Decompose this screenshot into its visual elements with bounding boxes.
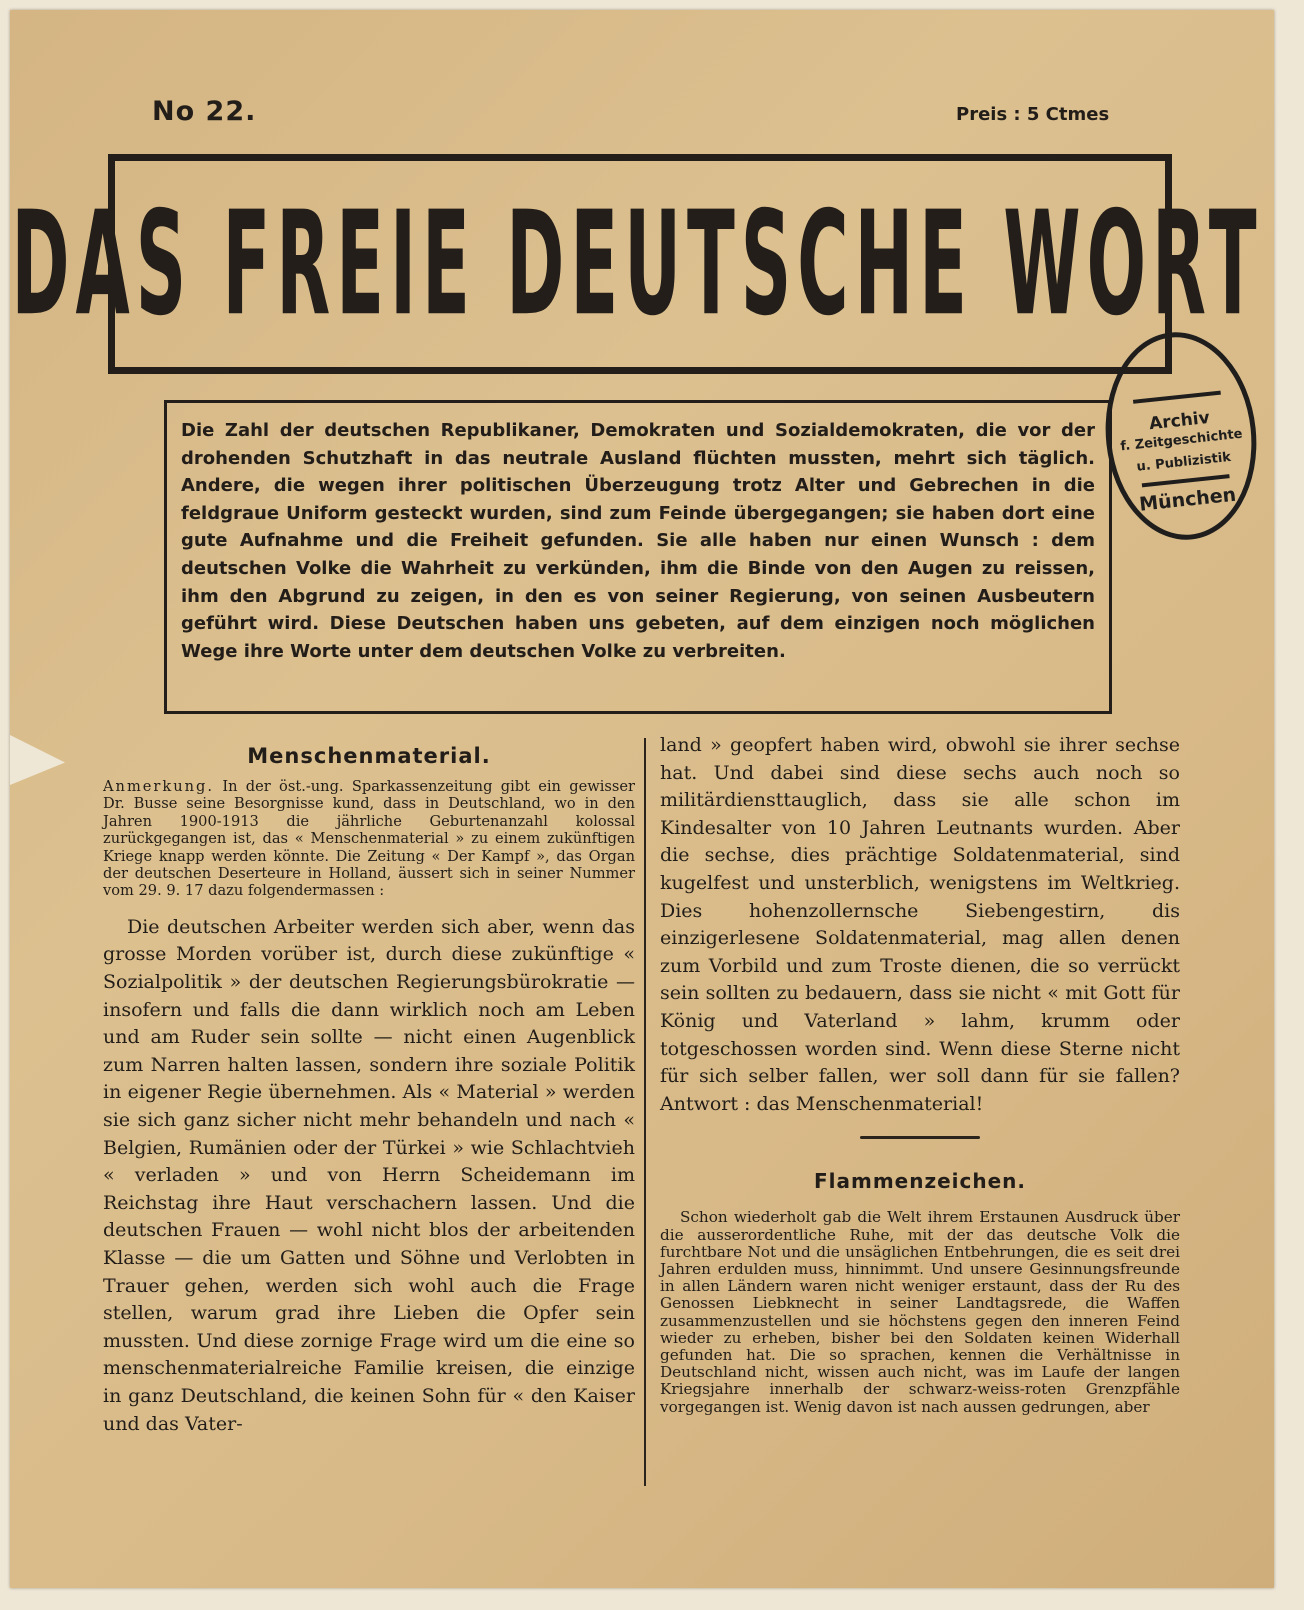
article-body-right: land » geopfert haben wird, obwohl sie ihrer sechse hat. Und dabei sind diese sechs auch noch so militärdiensttauglich, dass sie alle schon im Kindesalter von 10 Jahren Leutnants wurden. Aber die sechse, dies prächtige Soldatenmaterial, sind kugelfest und unsterblich, wenigstens im Weltkrieg. Dies hohenzollernsche Siebengestirn, dis einzigerlesene Soldatenmaterial, mag allen denen zum Vorbild und zum Troste dienen, die so verrückt sein sollten zu bedauern, dass sie nicht « mit Gott für König und Vaterland » lahm, krumm oder totgeschossen worden sind. Wenn diese Sterne nicht für sich selber fallen, wer soll dann für sie fallen? Antwort : das Menschenmaterial! [660, 734, 1180, 1115]
note-text: In der öst.-ung. Sparkassenzeitung gibt ein gewisser Dr. Busse seine Besorgnisse kund, dass in Deutschland, wo in den Jahren 1900-1913 die jährliche Geburtenanzahl kolossal zurückgegangen ist, das « Menschenmaterial » zu einem zukünftigen Kriege knapp werden könnte. Die Zeitung « Der Kampf », das Organ der deutschen Deserteure in Holland, äussert sich in seiner Nummer vom 29. 9. 17 dazu folgendermassen : [103, 778, 635, 900]
intro-text: Die Zahl der deutschen Republikaner, Demokraten und Sozialdemokraten, die vor der drohenden Schutzhaft in das neutrale Ausland flüchten mussten, mehrt sich täglich. Andere, die wegen ihrer politischen Überzeugung trotz Alter und Gebrechen in die feldgraue Uniform gesteckt wurden, sind zum Feinde übergegangen; sie haben dort eine gute Aufnahme und die Freiheit gefunden. Sie alle haben nur einen Wunsch : dem deutschen Volke die Wahrheit zu verkünden, ihm die Binde von den Augen zu reissen, ihm den Abgrund zu zeigen, in den es von seiner Regierung, von seinen Ausbeutern geführt wird. Diese Deutschen haben uns gebeten, auf dem einzigen noch möglichen Wege ihre Worte unter dem deutschen Volke zu verbreiten. [181, 420, 1095, 662]
flammenzeichen-body: Schon wiederholt gab die Welt ihrem Erstaunen Ausdruck über die ausserordentliche Ruhe, mit der das deutsche Volk die furchtbare Not und die unsäglichen Entbehrungen, die es seit drei Jahren erdulden muss, hinnimmt. Und unsere Gesinnungsfreunde in allen Ländern waren nicht weniger erstaunt, dass der Ru des Genossen Liebknecht in seiner Landtagsrede, die Waffen zusammenzustellen und sie höchstens gegen den inneren Feind wieder zu erheben, bisher bei den Soldaten keinen Widerhall gefunden hat. Die so sprachen, kennen die Verhältnisse in Deutschland nicht, wissen auch nicht, was im Laufe der langen Kriegsjahre innerhalb der schwarz-weiss-roten Grenzpfähle vorgegangen ist. Wenig davon ist nach aussen gedrungen, aber [660, 1208, 1180, 1416]
stamp-line-muenchen: München [1138, 483, 1238, 516]
masthead-title: DAS FREIE DEUTSCHE WORT [11, 179, 1263, 349]
left-column [103, 732, 635, 1438]
column-divider [644, 738, 646, 1486]
article-separator [860, 1136, 980, 1139]
newspaper-page [10, 10, 1274, 1588]
article-heading-flammenzeichen: Flammenzeichen. [813, 1169, 1027, 1194]
stamp-line-zeitgeschichte: f. Zeitgeschichte [1119, 426, 1244, 455]
note-lead: Anmerkung. [103, 778, 215, 795]
article-heading-menschenmaterial: Menschenmaterial. [247, 744, 491, 768]
masthead-frame [11, 154, 1263, 374]
right-column [660, 732, 1180, 1416]
intro-box [164, 400, 1112, 714]
article-body-left: Die deutschen Arbeiter werden sich aber, wenn das grosse Morden vorüber ist, durch diese zukünftige « Sozialpolitik » der deutschen Regierungsbürokratie — insofern und falls die dann wirklich noch am Leben und am Ruder sein sollte — nicht einen Augenblick zum Narren halten lassen, sondern ihre soziale Politik in eigener Regie übernehmen. Als « Material » werden sie sich ganz sicher nicht mehr behandeln und nach « Belgien, Rumänien oder der Türkei » wie Schlachtvieh « verladen » und von Herrn Scheidemann im Reichstag ihre Haut verschachern lassen. Und die deutschen Frauen — wohl nicht blos der arbeitenden Klasse — die um Gatten und Söhne und Verlobten in Trauer gehen, werden sich wohl auch die Frage stellen, warum grad ihre Lieben die Opfer sein mussten. Und diese zornige Frage wird um die eine so menschenmaterialreiche Familie kreisen, die einzige in ganz Deutschland, die keinen Sohn für « den Kaiser und das Vater- [103, 915, 635, 1435]
price-label: Preis : 5 Ctmes [956, 104, 1110, 125]
stamp-rule-top [1133, 391, 1221, 404]
stamp-line-publizistik: u. Publizistik [1135, 449, 1232, 475]
stamp-line-archiv: Archiv [1148, 407, 1211, 435]
article-note [103, 778, 635, 900]
issue-number: No 22. [152, 96, 257, 127]
